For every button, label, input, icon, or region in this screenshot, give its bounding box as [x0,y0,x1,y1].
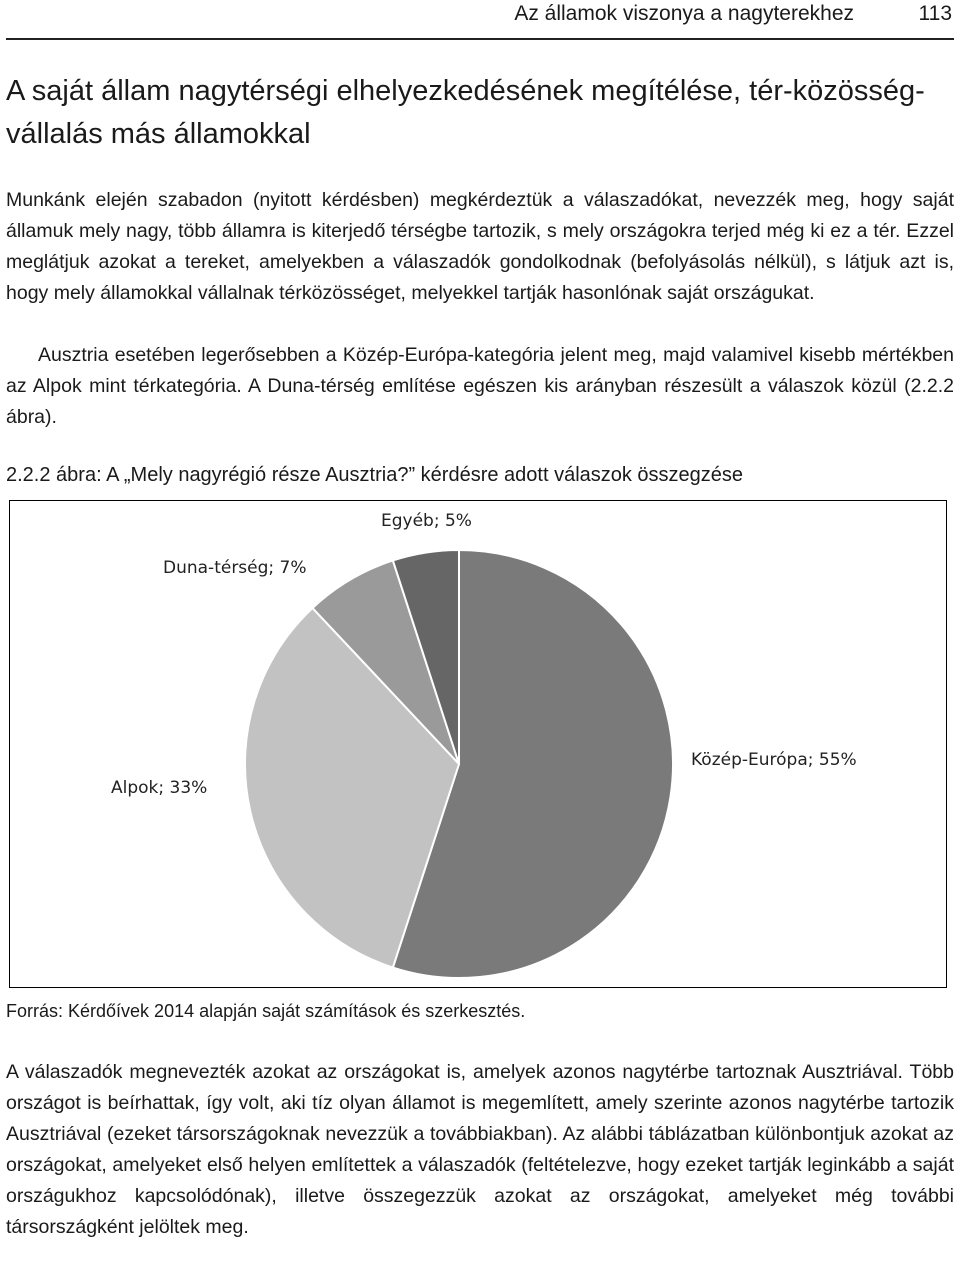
paragraph-1: Munkánk elején szabadon (nyitott kérdésben) megkérdeztük a válaszadókat, nevezzék meg, hogy saját államuk mely nagy, több államra is kiterjedő térségbe tartozik, s mely országokra terjed még ki ez a tér. Ezzel meglátjuk azokat a tereket, amelyekben a válaszadók gondolkodnak (befolyásolás nélkül), s látjuk azt is, hogy mely államokkal vállalnak térközösséget, melyekkel tartják hasonlónak saját országukat. [6,189,954,304]
section-title: A saját állam nagytérségi elhelyezkedésének megítélése, tér-közösség-vállalás más államokkal [6,75,925,150]
label-alpok: Alpok; 33% [111,778,208,798]
label-duna-terseg: Duna-térség; 7% [163,558,307,578]
page-header [6,0,954,40]
page-number: 113 [918,2,952,25]
pie-chart-frame [9,500,947,988]
source-note: Forrás: Kérdőívek 2014 alapján saját számítások és szerkesztés. [6,1001,526,1021]
figure-caption: 2.2.2 ábra: A „Mely nagyrégió része Ausztria?” kérdésre adott válaszok összegzése [6,464,744,486]
pie-chart [10,501,946,987]
label-egyeb: Egyéb; 5% [381,511,472,531]
paragraph-3: A válaszadók megnevezték azokat az országokat is, amelyek azonos nagytérbe tartoznak Ausztriával. Több országot is beírhattak, így volt, aki tíz olyan államot is megemlített, amely szerinte azonos nagytérbe tartozik Ausztriával (ezeket társországoknak nevezzük a továbbiakban). Az alábbi táblázatban különbontjuk azokat az országokat, amelyeket első helyen említettek a válaszadók (feltételezve, hogy ezeket tartják leginkább a saját országukhoz kapcsolódónak), illetve összegezzük azokat az országokat, amelyeket még további társországként jelöltek meg. [6,1061,954,1238]
running-head: Az államok viszonya a nagyterekhez [514,2,854,25]
paragraph-2: Ausztria esetében legerősebben a Közép-Európa-kategória jelent meg, majd valamivel kisebb mértékben az Alpok mint térkategória. A Duna-térség említése egészen kis arányban részesült a válaszok közül (2.2.2 ábra). [6,344,954,428]
label-kozep-europa: Közép-Európa; 55% [691,750,857,770]
